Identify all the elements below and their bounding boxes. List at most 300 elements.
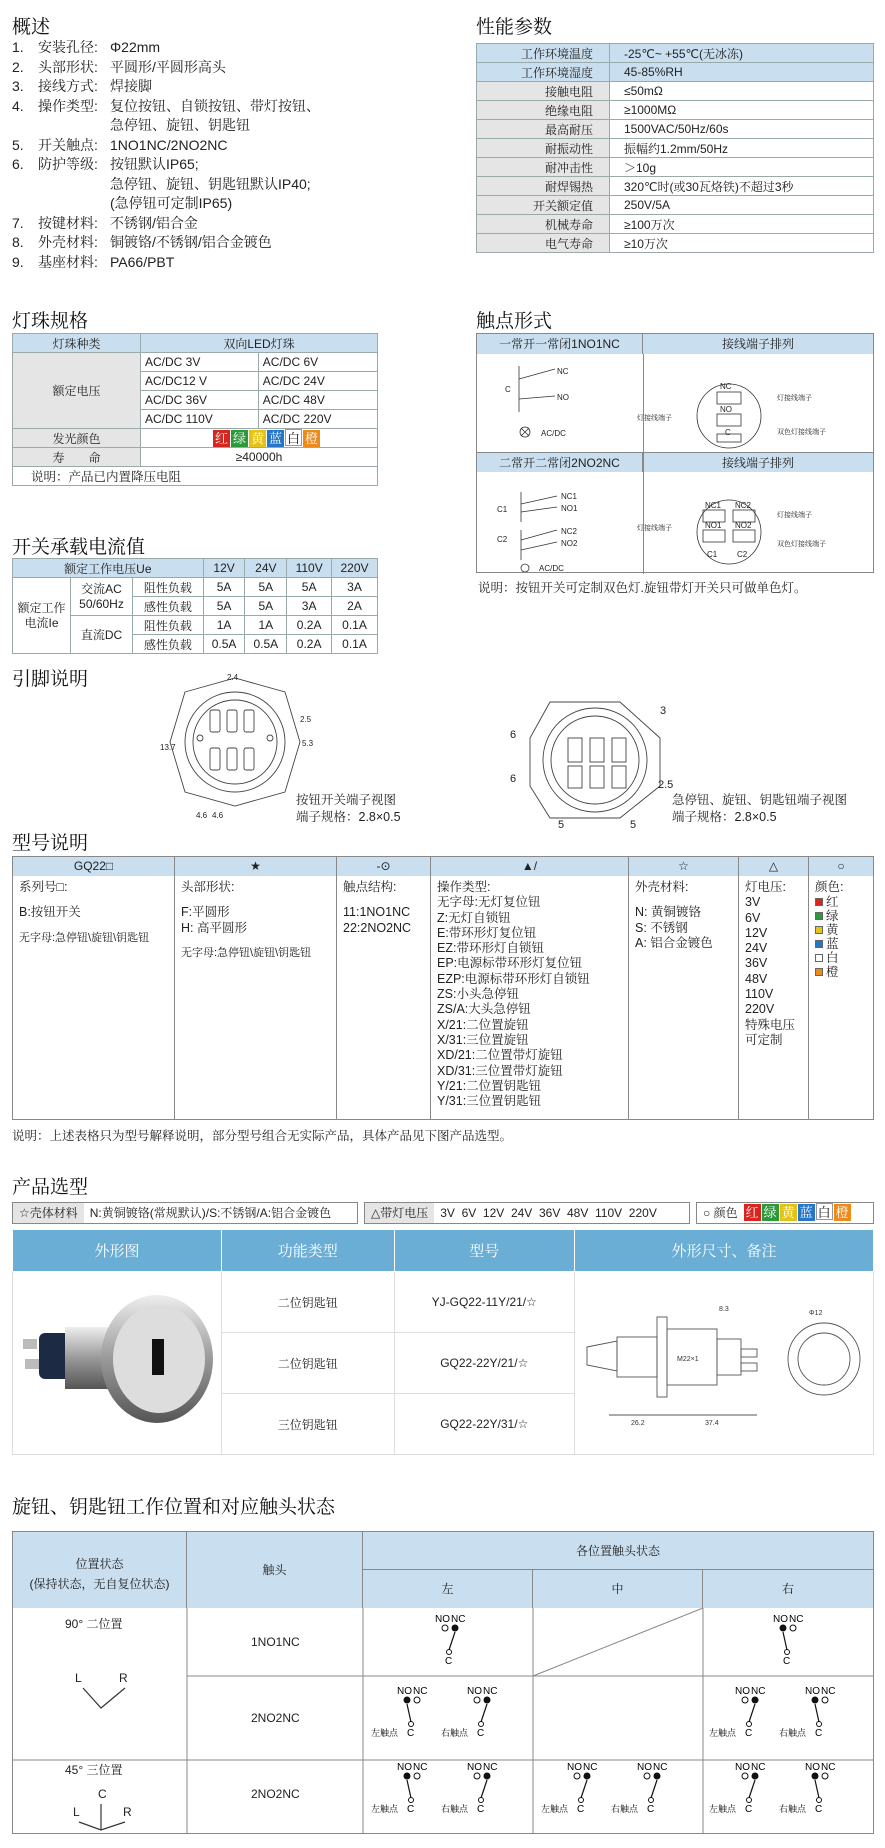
c-label: C	[783, 1656, 791, 1667]
load-label: 感性负载	[133, 635, 204, 654]
param-value: 45-85%RH	[610, 63, 874, 82]
volt-header: 220V	[332, 559, 378, 578]
volt-cell: AC/DC 110V	[141, 410, 259, 429]
c-terminal	[479, 1722, 484, 1727]
model-col	[739, 876, 809, 1119]
model-col-header: ○	[837, 859, 845, 873]
performance-row	[477, 82, 874, 101]
model-line: 颜色:	[815, 880, 844, 894]
color-swatch: 橙	[835, 1205, 849, 1220]
list-item: 2. 头部形状: 平圆形/平圆形高头	[12, 58, 226, 75]
contact-diagrams	[477, 354, 873, 572]
nc-label: NC	[789, 1614, 804, 1625]
param-name: 接触电阻	[477, 82, 610, 101]
load-label: 阻性负载	[133, 616, 204, 635]
c-terminal	[817, 1798, 822, 1803]
model-col	[629, 876, 739, 1119]
contact-symbol	[441, 1762, 497, 1815]
c-label: C	[407, 1804, 415, 1815]
model-line: 无字母:无灯复位钮	[437, 895, 541, 910]
c-terminal	[649, 1798, 654, 1803]
performance-row	[477, 215, 874, 234]
pos-l: L	[75, 1671, 82, 1685]
contact-header-2: 接线端子排列	[643, 334, 873, 354]
contact-lever	[651, 1780, 657, 1798]
model-line: 系列号□:	[19, 880, 68, 894]
nc-terminal	[752, 1697, 758, 1703]
param-value: -25℃~ +55℃(无冰冻)	[610, 44, 874, 63]
nc-label: NC	[821, 1686, 836, 1697]
contact-lever	[815, 1780, 819, 1798]
function-type: 二位钥匙钮	[222, 1272, 395, 1333]
performance-row	[477, 234, 874, 253]
ac-label: 交流AC 50/60Hz	[71, 578, 133, 616]
lamp-note: 说明：产品已内置降压电阻	[13, 467, 378, 486]
nc-terminal	[414, 1697, 420, 1703]
nc-terminal	[790, 1625, 796, 1631]
color-swatch: 白	[286, 431, 300, 446]
nc-label: NC	[451, 1614, 466, 1625]
no-terminal	[742, 1697, 748, 1703]
color-name: 橙	[826, 964, 839, 979]
param-name: 工作环境温度	[477, 44, 610, 63]
model-col-header: ☆	[629, 857, 739, 876]
current-header: 额定工作电压Ue	[13, 559, 204, 578]
c-label: C	[477, 1804, 485, 1815]
label-nc2: NC2	[561, 527, 578, 536]
label-c2: C2	[497, 535, 508, 544]
color-name: 蓝	[826, 936, 839, 951]
param-value: 振幅约1.2mm/50Hz	[610, 139, 874, 158]
lamp-title: 灯珠规格	[12, 311, 89, 332]
color-name: 黄	[826, 922, 839, 937]
dim-label: 13.7	[160, 743, 176, 752]
contact-header-3: 二常开二常闭2NO2NC	[477, 452, 643, 472]
contact-side-label: 左触点	[541, 1804, 569, 1814]
color-entry	[815, 923, 867, 937]
lamp-terminal-label: 灯接线端子	[637, 525, 672, 532]
load-label: 阻性负载	[133, 578, 204, 597]
lamp-terminal-label: 灯接线端子	[637, 415, 672, 422]
performance-title: 性能参数	[476, 17, 553, 38]
color-swatch: 蓝	[799, 1205, 813, 1220]
color-dot	[815, 968, 823, 976]
contact-symbol	[779, 1686, 835, 1739]
lamp-volt-options: 3V 6V 12V 24V 36V 48V 110V 220V	[440, 1206, 657, 1220]
dim-label: 5.3	[302, 739, 314, 748]
model-line: 操作类型:	[437, 880, 491, 894]
model-line: Y/21:二位置钥匙钮	[437, 1078, 542, 1093]
model-line: 可定制	[745, 1032, 783, 1047]
nc-label: NC	[483, 1762, 498, 1773]
param-name: 机械寿命	[477, 215, 610, 234]
c-terminal	[479, 1798, 484, 1803]
list-item: 5. 开关触点: 1NO1NC/2NO2NC	[12, 136, 228, 153]
model-line: 110V	[745, 987, 774, 1002]
no-label: NO	[805, 1762, 820, 1773]
model-line: 无字母:急停钮\旋钮\钥匙钮	[181, 946, 312, 959]
color-dot	[815, 926, 823, 934]
param-name: 绝缘电阻	[477, 101, 610, 120]
param-name: 耐振动性	[477, 139, 610, 158]
nc-label: NC	[413, 1762, 428, 1773]
lamp-terminal-label: 灯接线端子	[777, 395, 812, 402]
contact-symbol	[773, 1614, 803, 1667]
state-header-text: 位置状态	[75, 1557, 124, 1571]
contact-lever	[407, 1780, 411, 1798]
pos-r: R	[119, 1671, 128, 1685]
no-terminal	[812, 1773, 818, 1779]
color-name: 红	[826, 894, 839, 909]
list-item: 4. 操作类型: 复位按钮、自锁按钮、带灯按钮、	[12, 97, 320, 114]
color-swatches	[744, 1203, 852, 1223]
current-cell: 5A	[203, 578, 245, 597]
color-swatch: 蓝	[268, 431, 282, 446]
model-title: 型号说明	[12, 833, 89, 854]
model-line: S: 不锈钢	[635, 920, 688, 935]
contact-note: 说明：按钮开关可定制双色灯.旋钮带灯开关只可做单色灯。	[478, 581, 807, 595]
param-name: 耐冲击性	[477, 158, 610, 177]
model-line: 48V	[745, 971, 768, 986]
pos-r: R	[123, 1805, 132, 1819]
model-col	[175, 876, 337, 1119]
col-header: 外形图	[13, 1230, 222, 1272]
volt-cell: AC/DC 48V	[258, 391, 377, 410]
nc-label: NC	[653, 1762, 668, 1773]
model-line: X/21:二位置旋钮	[437, 1017, 529, 1032]
model-line: Y/31:三位置钥匙钮	[437, 1094, 542, 1109]
current-cell: 0.1A	[332, 616, 378, 635]
current-title: 开关承载电流值	[12, 537, 146, 558]
terminal-c: C	[725, 428, 731, 437]
c-label: C	[745, 1804, 753, 1815]
c-label: C	[647, 1804, 655, 1815]
contact-lever	[815, 1704, 819, 1722]
color-bar	[696, 1202, 874, 1224]
key-switch-photo	[17, 1277, 217, 1447]
no-label: NO	[805, 1686, 820, 1697]
param-name: 电气寿命	[477, 234, 610, 253]
function-type: 三位钥匙钮	[222, 1394, 395, 1455]
contact-side-label: 左触点	[709, 1728, 737, 1738]
current-table	[12, 558, 378, 654]
lamp-volt-label: △带灯电压	[365, 1203, 434, 1223]
param-value: 250V/5A	[610, 196, 874, 215]
col-header: 外形尺寸、备注	[575, 1230, 874, 1272]
contact-header-4: 接线端子排列	[643, 452, 873, 472]
no-label: NO	[467, 1686, 482, 1697]
list-item: 9. 基座材料: PA66/PBT	[12, 253, 175, 270]
performance-row	[477, 177, 874, 196]
model-line: 特殊电压	[745, 1017, 796, 1032]
nc-terminal	[414, 1773, 420, 1779]
dim-label: 3	[660, 705, 667, 717]
dim-label: 4.6	[212, 811, 224, 820]
param-value: 1500VAC/50Hz/60s	[610, 120, 874, 139]
shell-label: ☆壳体材料	[13, 1203, 84, 1223]
no-label: NO	[435, 1614, 450, 1625]
shell-material-bar	[12, 1202, 358, 1224]
param-name: 开关额定值	[477, 196, 610, 215]
no-label: NO	[773, 1614, 788, 1625]
lamp-led-header: 双向LED灯珠	[141, 334, 378, 353]
list-item: 急停钮、旋钮、钥匙钮默认IP40;	[110, 175, 311, 192]
contact-1no1nc: 1NO1NC	[251, 1635, 300, 1649]
positions-title: 旋钮、钥匙钮工作位置和对应触头状态	[12, 1497, 336, 1518]
button-terminal-caption	[296, 792, 401, 826]
no-terminal	[574, 1773, 580, 1779]
current-cell: 0.5A	[203, 635, 245, 654]
contact-lever	[581, 1780, 587, 1798]
positions-table	[12, 1531, 874, 1834]
current-cell: 5A	[203, 597, 245, 616]
volt-cell: AC/DC12 V	[141, 372, 259, 391]
color-entry	[815, 895, 867, 909]
contact-side-label: 左触点	[371, 1804, 399, 1814]
nc-label: NC	[821, 1762, 836, 1773]
current-cell: 1A	[245, 616, 287, 635]
model-note: 说明：上述表格只为型号解释说明，部分型号组合无实际产品，具体产品见下图产品选型。	[12, 1129, 513, 1143]
list-item: 6. 防护等级: 按钮默认IP65;	[12, 156, 199, 172]
current-cell: 5A	[245, 578, 287, 597]
label-no2: NO2	[561, 539, 578, 548]
current-cell: 0.1A	[332, 635, 378, 654]
three-position-label: 45° 三位置	[65, 1763, 123, 1777]
spec-text: 端子规格：2.8×0.5	[672, 810, 777, 824]
no-terminal	[644, 1773, 650, 1779]
state-header	[13, 1532, 187, 1608]
contact-title: 触点形式	[476, 311, 553, 332]
label-no: NO	[557, 393, 569, 402]
contact-side-label: 右触点	[779, 1728, 807, 1738]
mid-header: 中	[533, 1570, 703, 1608]
model-col-header: -⊙	[337, 857, 431, 876]
contact-header: 触头	[187, 1532, 363, 1608]
label-c: C	[505, 385, 511, 394]
volt-cell: AC/DC 24V	[258, 372, 377, 391]
contact-symbol	[709, 1686, 765, 1739]
no-label: NO	[637, 1762, 652, 1773]
model-col-header: ▲/	[431, 857, 629, 876]
label-acdc: AC/DC	[541, 429, 566, 438]
color-label: ○ 颜色	[703, 1206, 738, 1220]
each-position-header: 各位置触头状态	[363, 1532, 873, 1570]
color-swatch: 红	[745, 1205, 759, 1220]
model-line: 触点结构:	[343, 880, 397, 894]
current-cell: 0.2A	[287, 635, 332, 654]
contact-lever	[749, 1780, 755, 1798]
contact-symbol	[435, 1614, 465, 1667]
no-label: NO	[735, 1762, 750, 1773]
no-terminal	[474, 1697, 480, 1703]
contact-lever	[749, 1704, 755, 1722]
model-line: 22:2NO2NC	[343, 920, 412, 935]
c-label: C	[815, 1804, 823, 1815]
model-line: 无字母:急停钮\旋钮\钥匙钮	[19, 931, 150, 944]
c-label: C	[815, 1728, 823, 1739]
pos-l: L	[73, 1805, 80, 1819]
lamp-type-header: 灯珠种类	[13, 334, 141, 353]
position-diagrams	[13, 1608, 873, 1833]
model-line: 3V	[745, 895, 761, 910]
contact-side-label: 左触点	[709, 1804, 737, 1814]
product-image	[13, 1272, 222, 1455]
nc-terminal	[822, 1697, 828, 1703]
contact-lever	[481, 1780, 487, 1798]
performance-row	[477, 63, 874, 82]
contact-symbol	[371, 1762, 427, 1815]
current-cell: 2A	[332, 597, 378, 616]
model-line: EP:电源标带环形灯复位钮	[437, 956, 583, 971]
terminal-no1: NO1	[705, 521, 722, 530]
c-terminal	[409, 1798, 414, 1803]
nc-label: NC	[751, 1762, 766, 1773]
volt-header: 12V	[203, 559, 245, 578]
color-dot	[815, 954, 823, 962]
dim-label: 8.3	[719, 1305, 729, 1313]
terminal-no2: NO2	[735, 521, 752, 530]
model-line: EZ:带环形灯自锁钮	[437, 941, 544, 956]
model-col-header: ★	[175, 857, 337, 876]
model-line: XD/31:三位置带灯旋钮	[437, 1063, 563, 1078]
model-line: E:带环形灯复位钮	[437, 925, 537, 940]
performance-row	[477, 196, 874, 215]
model-line: ZS/A:大头急停钮	[437, 1002, 531, 1017]
color-swatch: 橙	[304, 431, 318, 446]
dim-label: M22×1	[677, 1355, 699, 1363]
function-type: 二位钥匙钮	[222, 1333, 395, 1394]
model-line: 外壳材料:	[635, 880, 689, 894]
overview-list	[12, 38, 320, 272]
dim-label: 4.6	[196, 811, 208, 820]
color-name: 白	[826, 950, 839, 965]
volt-cell: AC/DC 3V	[141, 353, 259, 372]
list-item: 1. 安装孔径: Φ22mm	[12, 39, 161, 55]
color-swatch: 白	[817, 1205, 831, 1220]
param-value: ≥1000MΩ	[610, 101, 874, 120]
param-value: ≥100万次	[610, 215, 874, 234]
performance-row	[477, 158, 874, 177]
model-col-header: GQ22□	[13, 857, 175, 876]
model-number: GQ22-22Y/31/☆	[394, 1394, 574, 1455]
c-label: C	[477, 1728, 485, 1739]
model-line: F:平圆形	[181, 905, 230, 920]
dim-label: 2.5	[300, 715, 312, 724]
contact-symbol	[371, 1686, 427, 1739]
no-terminal	[442, 1625, 448, 1631]
performance-table	[476, 43, 874, 253]
color-entry	[815, 965, 867, 979]
model-line: A: 铝合金镀色	[635, 935, 713, 950]
volt-header: 24V	[245, 559, 287, 578]
no-terminal	[404, 1773, 410, 1779]
pos-c: C	[98, 1787, 107, 1801]
dim-label: Φ12	[809, 1309, 823, 1317]
current-cell: 5A	[245, 597, 287, 616]
nc-label: NC	[583, 1762, 598, 1773]
no-label: NO	[567, 1762, 582, 1773]
volt-cell: AC/DC 36V	[141, 391, 259, 410]
current-cell: 3A	[332, 578, 378, 597]
col-header: 型号	[394, 1230, 574, 1272]
bicolor-terminal-label: 双色灯接线端子	[777, 541, 826, 548]
model-col-header: △	[739, 857, 809, 876]
performance-row	[477, 101, 874, 120]
nc-label: NC	[751, 1686, 766, 1697]
c-label: C	[577, 1804, 585, 1815]
volt-cell: AC/DC 6V	[258, 353, 377, 372]
model-table	[12, 856, 874, 1120]
label-nc: NC	[557, 367, 569, 376]
contact-lever	[481, 1704, 487, 1722]
contact-symbol	[611, 1762, 667, 1815]
performance-row	[477, 44, 874, 63]
c-terminal	[747, 1722, 752, 1727]
current-cell: 1A	[203, 616, 245, 635]
color-swatches	[141, 429, 378, 448]
terminal-c2: C2	[737, 550, 748, 559]
no-terminal	[474, 1773, 480, 1779]
current-cell: 3A	[287, 597, 332, 616]
model-line: Z:无灯自锁钮	[437, 910, 511, 925]
nc-label: NC	[413, 1686, 428, 1697]
model-line: X/31:三位置旋钮	[437, 1032, 529, 1047]
c-terminal	[447, 1650, 452, 1655]
pins-title: 引脚说明	[12, 669, 89, 690]
volt-cell: AC/DC 220V	[258, 410, 377, 429]
c-terminal	[579, 1798, 584, 1803]
color-swatch: 绿	[232, 431, 246, 446]
lamp-table	[12, 333, 378, 486]
contact-lever	[407, 1704, 411, 1722]
list-item: (急停钮可定制IP65)	[110, 195, 233, 211]
load-label: 感性负载	[133, 597, 204, 616]
param-name: 最高耐压	[477, 120, 610, 139]
contact-symbol	[709, 1762, 765, 1815]
param-name: 耐焊锡热	[477, 177, 610, 196]
contact-symbol	[541, 1762, 597, 1815]
volt-label: 额定电压	[13, 353, 141, 429]
model-col	[13, 876, 175, 1119]
selection-table	[12, 1229, 874, 1455]
color-swatch: 红	[214, 431, 228, 446]
overview-title: 概述	[12, 17, 51, 38]
nc-terminal	[484, 1697, 490, 1703]
nc-terminal	[654, 1773, 660, 1779]
color-entry	[815, 951, 867, 965]
nc-label: NC	[483, 1686, 498, 1697]
dim-label: 6	[510, 729, 517, 741]
dim-label: 2.5	[658, 779, 674, 791]
dim-label: 37.4	[705, 1419, 719, 1427]
no-label: NO	[397, 1686, 412, 1697]
model-line: 11:1NO1NC	[343, 905, 411, 920]
right-header: 右	[703, 1570, 873, 1608]
volt-header: 110V	[287, 559, 332, 578]
model-line: H: 高平圆形	[181, 920, 247, 935]
list-item: 7. 按键材料: 不锈钢/铝合金	[12, 214, 198, 231]
caption-text: 按钮开关端子视图	[296, 793, 397, 807]
color-entry	[815, 909, 867, 923]
color-swatch: 黄	[781, 1205, 795, 1220]
label-c1: C1	[497, 505, 508, 514]
color-swatch: 绿	[763, 1205, 777, 1220]
performance-row	[477, 139, 874, 158]
list-item: 8. 外壳材料: 铜镀铬/不锈钢/铝合金镀色	[12, 234, 272, 250]
model-col	[337, 876, 431, 1119]
current-cell: 0.5A	[245, 635, 287, 654]
state-header-sub: (保持状态，无自复位状态)	[29, 1577, 170, 1591]
